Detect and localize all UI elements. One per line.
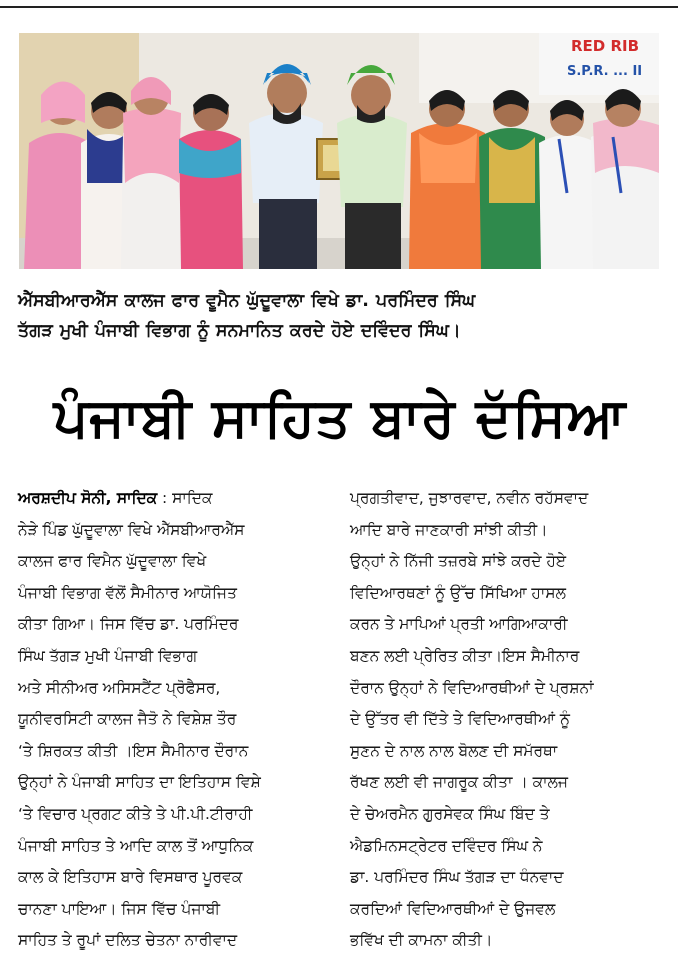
article-line: ਡਾ. ਪਰਮਿੰਦਰ ਸਿੰਘ ਤੱਗੜ ਦਾ ਧੰਨਵਾਦ [350,868,564,887]
article-line: ਪੰਜਾਬੀ ਵਿਭਾਗ ਵੱਲੋਂ ਸੈਮੀਨਾਰ ਆਯੋਜਿਤ [18,583,237,602]
article-line: ਆਦਿ ਬਾਰੇ ਜਾਣਕਾਰੀ ਸਾਂਝੀ ਕੀਤੀ। [350,520,548,539]
article-line: ਰੱਖਣ ਲਈ ਵੀ ਜਾਗਰੂਕ ਕੀਤਾ । ਕਾਲਜ [350,773,568,792]
article-line: ‘ਤੇ ਸ਼ਿਰਕਤ ਕੀਤੀ ।ਇਸ ਸੈਮੀਨਾਰ ਦੌਰਾਨ [18,741,249,760]
byline: ਅਰਸ਼ਦੀਪ ਸੋਨੀ, ਸਾਦਿਕ [18,489,158,507]
article-line: ਪੰਜਾਬੀ ਸਾਹਿਤ ਤੇ ਆਦਿ ਕਾਲ ਤੋਂ ਆਧੁਨਿਕ [18,836,254,855]
article-line: ਕਰਨ ਤੇ ਮਾਪਿਆਂ ਪ੍ਰਤੀ ਆਗਿਆਕਾਰੀ [350,615,568,634]
banner-text-2: S.P.R. ... II [567,64,643,79]
article-line: ਕਾਲ ਕੇ ਇਤਿਹਾਸ ਬਾਰੇ ਵਿਸਥਾਰ ਪੂਰਵਕ [18,868,243,887]
article-line: ਨੇੜੇ ਪਿੰਡ ਘੁੱਦੂਵਾਲਾ ਵਿਖੇ ਐੱਸਬੀਆਰਐੱਸ [18,520,245,539]
article-line: ਭਵਿੱਖ ਦੀ ਕਾਮਨਾ ਕੀਤੀ। [350,931,493,950]
article-line: ਸਾਹਿਤ ਤੇ ਰੂਪਾਂ ਦਲਿਤ ਚੇਤਨਾ ਨਾਰੀਵਾਦ [18,931,238,950]
article-line: ਚਾਨਣਾ ਪਾਇਆ। ਜਿਸ ਵਿੱਚ ਪੰਜਾਬੀ [18,899,221,918]
article-line: ‘ਤੇ ਵਿਚਾਰ ਪ੍ਰਗਟ ਕੀਤੇ ਤੇ ਪੀ.ਪੀ.ਟੀਰਾਹੀ [18,804,253,823]
dateline-rest: : ਸਾਦਿਕ [157,489,213,507]
article-line: ਐਡਮਿਨਸਟ੍ਰੇਟਰ ਦਵਿੰਦਰ ਸਿੰਘ ਨੇ [350,836,543,855]
caption-line: ਤੱਗੜ ਮੁਖੀ ਪੰਜਾਬੀ ਵਿਭਾਗ ਨੂੰ ਸਨਮਾਨਿਤ ਕਰਦੇ ਹੋਏ ਦਵਿੰਦਰ ਸਿੰਘ। [18,321,461,341]
article-column-right [350,483,662,957]
news-photo [19,33,659,269]
background-banner [539,33,659,95]
article-line: ਪ੍ਰਗਤੀਵਾਦ, ਜੁਝਾਰਵਾਦ, ਨਵੀਨ ਰਹੱਸਵਾਦ [350,489,589,507]
article-line: ਕਰਦਿਆਂ ਵਿਦਿਆਰਥੀਆਂ ਦੇ ਉਜਵਲ [350,899,556,918]
article-line: ਉਨ੍ਹਾਂ ਨੇ ਨਿੱਜੀ ਤਜ਼ਰਬੇ ਸਾਂਝੇ ਕਰਦੇ ਹੋਏ [350,552,567,571]
banner-text-1: RED RIB [571,37,640,55]
article-line: ਅਤੇ ਸੀਨੀਅਰ ਅਸਿਸਟੈਂਟ ਪ੍ਰੋਫੈਸਰ, [18,678,221,697]
article-column-left [18,483,338,957]
caption-line: ਐੱਸਬੀਆਰਐੱਸ ਕਾਲਜ ਫਾਰ ਵੂਮੈਨ ਘੁੱਦੂਵਾਲਾ ਵਿਖੇ ਡਾ. ਪਰਮਿੰਦਰ ਸਿੰਘ [18,291,476,311]
article-first-line [18,483,338,515]
top-rule [0,6,678,8]
article-line: ਕਾਲਜ ਫਾਰ ਵਿਮੈਨ ਘੁੱਦੂਵਾਲਾ ਵਿਖੇ [18,552,207,571]
article-line: ਉਨ੍ਹਾਂ ਨੇ ਪੰਜਾਬੀ ਸਾਹਿਤ ਦਾ ਇਤਿਹਾਸ ਵਿਸ਼ੇ [18,773,261,792]
article-line: ਦੇ ਚੇਅਰਮੈਨ ਗੁਰਸੇਵਕ ਸਿੰਘ ਬਿੰਦ ਤੇ [350,804,550,823]
headline: ਪੰਜਾਬੀ ਸਾਹਿਤ ਬਾਰੇ ਦੱਸਿਆ [53,386,627,449]
photo-caption [18,286,664,346]
article-line: ਦੇ ਉੱਤਰ ਵੀ ਦਿੱਤੇ ਤੇ ਵਿਦਿਆਰਥੀਆਂ ਨੂੰ [350,710,570,729]
article-line: ਬਣਨ ਲਈ ਪ੍ਰੇਰਿਤ ਕੀਤਾ।ਇਸ ਸੈਮੀਨਾਰ [350,646,580,665]
article-line: ਦੌਰਾਨ ਉਨ੍ਹਾਂ ਨੇ ਵਿਦਿਆਰਥੀਆਂ ਦੇ ਪ੍ਰਸ਼ਨਾਂ [350,678,594,697]
article-line: ਸੁਣਨ ਦੇ ਨਾਲ ਨਾਲ ਬੋਲਣ ਦੀ ਸਮੱਰਥਾ [350,741,558,760]
article-line: ਵਿਦਿਆਰਥਣਾਂ ਨੂੰ ਉੱਚ ਸਿੱਖਿਆ ਹਾਸਲ [350,583,566,602]
article-line: ਯੂਨੀਵਰਸਿਟੀ ਕਾਲਜ ਜੈਤੋ ਨੇ ਵਿਸ਼ੇਸ਼ ਤੌਰ [18,710,237,729]
article-line: ਕੀਤਾ ਗਿਆ। ਜਿਸ ਵਿੱਚ ਡਾ. ਪਰਮਿੰਦਰ [18,615,239,634]
article-line: ਸਿੰਘ ਤੱਗੜ ਮੁਖੀ ਪੰਜਾਬੀ ਵਿਭਾਗ [18,646,198,665]
